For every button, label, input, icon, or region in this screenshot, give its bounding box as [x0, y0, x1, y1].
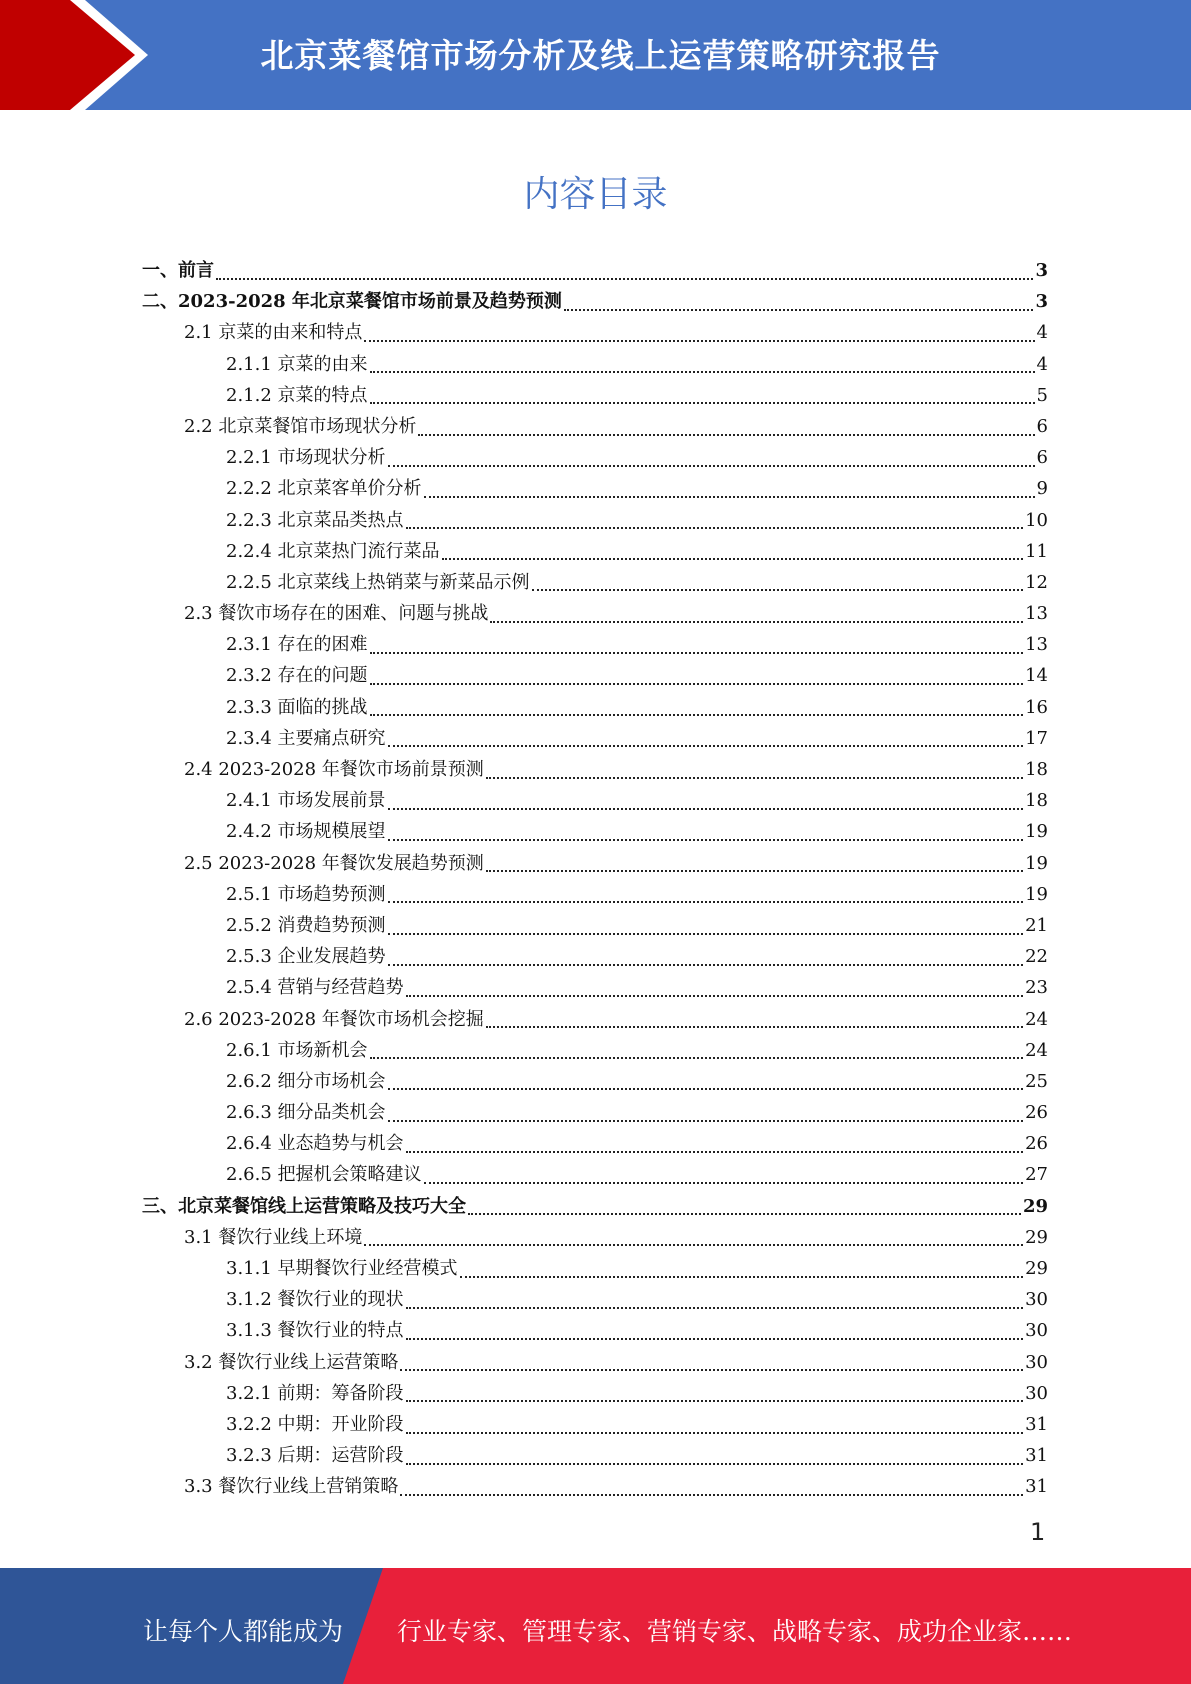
toc-entry-label: 3.2.1 前期：筹备阶段 [226, 1382, 404, 1404]
toc-dot-leader [388, 899, 1024, 903]
toc-entry-page: 25 [1025, 1070, 1048, 1092]
toc-entry[interactable] [142, 1315, 1048, 1346]
toc-entry-page: 24 [1025, 1039, 1048, 1061]
toc-entry-label: 2.4.2 市场规模展望 [226, 821, 386, 843]
toc-entry-label: 2.5 2023-2028 年餐饮发展趋势预测 [184, 852, 484, 874]
toc-entry[interactable] [142, 380, 1048, 411]
toc-dot-leader [400, 1367, 1023, 1371]
toc-entry[interactable] [142, 1347, 1048, 1378]
toc-entry-label: 2.3.4 主要痛点研究 [226, 727, 386, 749]
toc-dot-leader [406, 1336, 1024, 1340]
toc-dot-leader [370, 650, 1024, 654]
toc-entry-label: 2.5.4 营销与经营趋势 [226, 977, 404, 999]
toc-entry-page: 29 [1025, 1258, 1048, 1279]
toc-entry[interactable] [142, 848, 1048, 879]
toc-entry[interactable] [142, 1222, 1048, 1253]
toc-entry-page: 4 [1036, 322, 1048, 344]
toc-entry-label: 2.2.1 市场现状分析 [226, 447, 386, 469]
toc-dot-leader [486, 868, 1023, 872]
toc-entry-label: 3.2.2 中期：开业阶段 [226, 1413, 404, 1435]
toc-entry[interactable] [142, 1066, 1048, 1097]
toc-entry-page: 31 [1025, 1413, 1048, 1435]
toc-entry[interactable] [142, 1159, 1048, 1190]
toc-entry-label: 一、前言 [142, 260, 214, 281]
toc-entry-label: 2.1 京菜的由来和特点 [184, 322, 363, 344]
footer-slogan-right: 行业专家、管理专家、营销专家、战略专家、成功企业家…… [397, 1617, 1073, 1646]
toc-entry[interactable] [142, 941, 1048, 972]
toc-entry-label: 2.2.2 北京菜客单价分析 [226, 478, 422, 500]
toc-entry-label: 2.4.1 市场发展前景 [226, 790, 386, 812]
toc-entry-page: 19 [1025, 852, 1048, 874]
toc-entry-label: 2.6.5 把握机会策略建议 [226, 1164, 422, 1186]
toc-dot-leader [406, 525, 1024, 529]
toc-entry-page: 29 [1025, 1226, 1048, 1248]
toc-dot-leader [468, 1211, 1021, 1215]
toc-entry-label: 2.2.5 北京菜线上热销菜与新菜品示例 [226, 571, 530, 593]
toc-entry-label: 2.4 2023-2028 年餐饮市场前景预测 [184, 759, 484, 780]
toc-dot-leader [406, 1461, 1024, 1465]
toc-dot-leader [388, 962, 1024, 966]
toc-entry-page: 30 [1025, 1351, 1048, 1373]
toc-entry-page: 26 [1025, 1102, 1048, 1124]
toc-entry-page: 31 [1025, 1476, 1048, 1498]
page-number: 1 [1030, 1518, 1046, 1546]
toc-entry-label: 3.3 餐饮行业线上营销策略 [184, 1476, 399, 1498]
toc-entry[interactable] [142, 1004, 1048, 1035]
toc-dot-leader [388, 931, 1024, 935]
toc-entry-page: 26 [1025, 1133, 1048, 1155]
toc-entry-label: 2.6 2023-2028 年餐饮市场机会挖掘 [184, 1008, 484, 1030]
toc-entry-label: 2.2 北京菜餐馆市场现状分析 [184, 415, 417, 437]
toc-entry[interactable] [142, 972, 1048, 1003]
toc-entry-label: 2.6.1 市场新机会 [226, 1039, 368, 1061]
toc-entry-page: 13 [1025, 634, 1048, 656]
toc-entry-page: 19 [1025, 883, 1048, 905]
toc-dot-leader [370, 681, 1024, 685]
toc-entry-label: 2.2.4 北京菜热门流行菜品 [226, 540, 440, 562]
toc-dot-leader [216, 276, 1033, 280]
toc-dot-leader [406, 993, 1024, 997]
toc-entry-label: 2.6.3 细分品类机会 [226, 1102, 386, 1124]
toc-entry[interactable] [142, 816, 1048, 847]
toc-dot-leader [370, 1055, 1024, 1059]
toc-dot-leader [406, 1149, 1024, 1153]
toc-dot-leader [400, 1492, 1023, 1496]
toc-dot-leader [406, 1305, 1024, 1309]
toc-entry-label: 三、北京菜餐馆线上运营策略及技巧大全 [142, 1195, 466, 1217]
toc-entry-label: 2.3.2 存在的问题 [226, 665, 368, 687]
toc-dot-leader [486, 775, 1023, 779]
toc-entry[interactable] [142, 317, 1048, 348]
toc-entry-label: 2.2.3 北京菜品类热点 [226, 509, 404, 531]
toc-entry[interactable] [142, 754, 1048, 785]
header-banner [0, 0, 1191, 110]
toc-entry-label: 3.2 餐饮行业线上运营策略 [184, 1351, 399, 1373]
toc-dot-leader [424, 494, 1035, 498]
toc-entry-page: 4 [1036, 353, 1048, 375]
toc-dot-leader [486, 1024, 1023, 1028]
toc-entry[interactable] [142, 1253, 1048, 1284]
toc-entry-page: 13 [1025, 603, 1048, 625]
toc-dot-leader [490, 619, 1023, 623]
toc-entry[interactable] [142, 442, 1048, 473]
toc-entry-label: 3.1.1 早期餐饮行业经营模式 [226, 1258, 458, 1279]
toc-dot-leader [388, 743, 1024, 747]
toc-entry[interactable] [142, 1440, 1048, 1471]
toc-entry[interactable] [142, 1378, 1048, 1409]
toc-entry-page: 3 [1035, 291, 1048, 313]
toc-entry-label: 2.5.1 市场趋势预测 [226, 883, 386, 905]
toc-entry-label: 2.3 餐饮市场存在的困难、问题与挑战 [184, 603, 489, 625]
toc-entry-page: 31 [1025, 1445, 1048, 1467]
toc-entry-page: 5 [1036, 384, 1048, 406]
toc-dot-leader [442, 556, 1024, 560]
toc-dot-leader [388, 837, 1024, 841]
toc-dot-leader [406, 1430, 1024, 1434]
toc-dot-leader [564, 307, 1034, 311]
toc-entry-page: 16 [1025, 696, 1048, 718]
toc-entry[interactable] [142, 1409, 1048, 1440]
toc-entry-page: 30 [1025, 1289, 1048, 1311]
toc-entry-page: 18 [1025, 790, 1048, 812]
toc-entry[interactable] [142, 1284, 1048, 1315]
toc-dot-leader [532, 587, 1024, 591]
toc-dot-leader [370, 369, 1035, 373]
toc-entry-page: 24 [1025, 1008, 1048, 1030]
toc-entry-page: 30 [1025, 1320, 1048, 1342]
toc-entry-label: 2.3.1 存在的困难 [226, 634, 368, 656]
toc-entry-label: 二、2023-2028 年北京菜餐馆市场前景及趋势预测 [142, 291, 562, 313]
toc-entry[interactable] [142, 411, 1048, 442]
toc-entry[interactable] [142, 785, 1048, 816]
toc-entry-page: 22 [1025, 946, 1048, 968]
toc-entry-page: 27 [1025, 1164, 1048, 1186]
report-title: 北京菜餐馆市场分析及线上运营策略研究报告 [260, 36, 941, 75]
toc-dot-leader [388, 463, 1035, 467]
toc-dot-leader [370, 712, 1024, 716]
toc-entry-label: 3.2.3 后期：运营阶段 [226, 1445, 404, 1467]
toc-entry[interactable] [142, 286, 1048, 317]
toc-entry-label: 2.5.2 消费趋势预测 [226, 914, 386, 936]
toc-entry-page: 30 [1025, 1382, 1048, 1404]
toc-entry[interactable] [142, 692, 1048, 723]
toc-entry-page: 17 [1025, 727, 1048, 749]
toc-dot-leader [364, 1242, 1023, 1246]
toc-entry[interactable] [142, 629, 1048, 660]
toc-entry[interactable] [142, 1191, 1048, 1222]
toc-entry-label: 2.1.1 京菜的由来 [226, 353, 368, 375]
toc-entry[interactable] [142, 1471, 1048, 1502]
toc-entry-label: 3.1.2 餐饮行业的现状 [226, 1289, 404, 1311]
toc-entry-page: 23 [1025, 977, 1048, 999]
toc-entry-page: 14 [1025, 665, 1048, 687]
toc-dot-leader [406, 1398, 1024, 1402]
toc-dot-leader [388, 1118, 1024, 1122]
toc-entry[interactable] [142, 567, 1048, 598]
toc-entry-label: 3.1.3 餐饮行业的特点 [226, 1320, 404, 1342]
toc-entry-label: 2.6.4 业态趋势与机会 [226, 1133, 404, 1155]
toc-dot-leader [418, 432, 1034, 436]
footer-slogan-left: 让每个人都能成为 [143, 1617, 344, 1646]
toc-dot-leader [370, 400, 1035, 404]
toc-entry-label: 2.5.3 企业发展趋势 [226, 946, 386, 968]
toc-dot-leader [460, 1274, 1024, 1278]
table-of-contents [142, 255, 1048, 1503]
toc-entry[interactable] [142, 598, 1048, 629]
toc-entry-label: 2.3.3 面临的挑战 [226, 696, 368, 718]
toc-entry-label: 2.1.2 京菜的特点 [226, 384, 368, 406]
toc-dot-leader [388, 806, 1024, 810]
toc-title: 内容目录 [523, 174, 668, 215]
toc-entry-label: 3.1 餐饮行业线上环境 [184, 1226, 363, 1248]
toc-entry-page: 9 [1036, 478, 1048, 500]
toc-entry-page: 18 [1025, 759, 1048, 780]
toc-entry[interactable] [142, 536, 1048, 567]
toc-dot-leader [364, 338, 1034, 342]
toc-entry[interactable] [142, 505, 1048, 536]
toc-entry-page: 21 [1025, 914, 1048, 936]
toc-dot-leader [388, 1086, 1024, 1090]
toc-entry-page: 6 [1036, 415, 1048, 437]
footer-banner [0, 1568, 1191, 1684]
toc-entry-page: 10 [1025, 509, 1048, 531]
toc-entry-page: 29 [1022, 1195, 1048, 1217]
toc-entry[interactable] [142, 879, 1048, 910]
toc-entry-page: 19 [1025, 821, 1048, 843]
toc-entry[interactable] [142, 473, 1048, 504]
toc-entry[interactable] [142, 1128, 1048, 1159]
toc-entry[interactable] [142, 910, 1048, 941]
toc-entry-page: 6 [1036, 447, 1048, 469]
toc-dot-leader [424, 1180, 1024, 1184]
toc-entry[interactable] [142, 660, 1048, 691]
toc-entry-page: 11 [1025, 540, 1048, 562]
toc-entry[interactable] [142, 255, 1048, 286]
toc-entry[interactable] [142, 723, 1048, 754]
toc-entry-page: 3 [1035, 260, 1048, 281]
toc-entry[interactable] [142, 349, 1048, 380]
toc-entry-label: 2.6.2 细分市场机会 [226, 1070, 386, 1092]
toc-entry[interactable] [142, 1035, 1048, 1066]
toc-entry[interactable] [142, 1097, 1048, 1128]
toc-entry-page: 12 [1025, 571, 1048, 593]
